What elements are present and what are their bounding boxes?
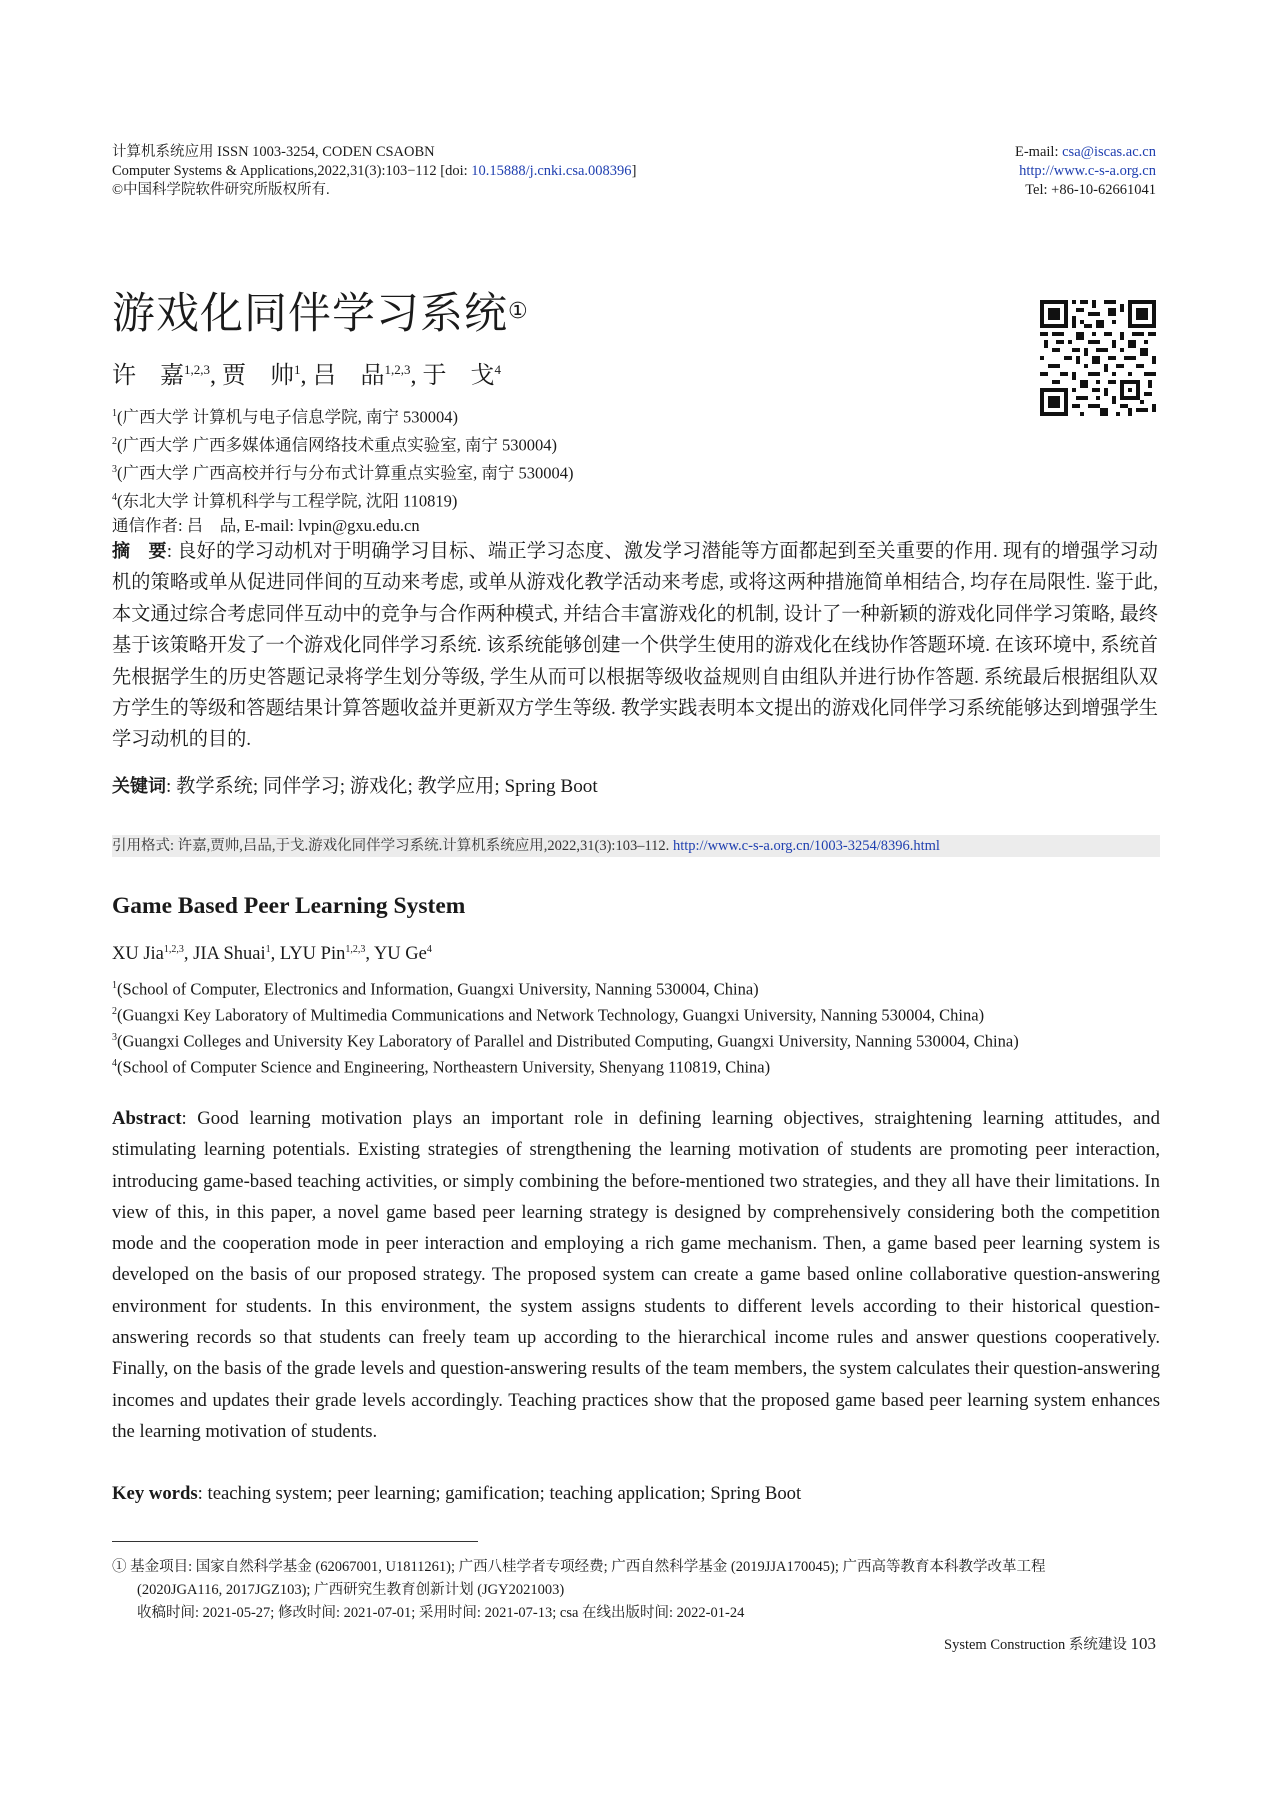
journal-url-link[interactable]: http://www.c-s-a.org.cn xyxy=(1019,163,1156,179)
email-line: E-mail: csa@iscas.ac.cn xyxy=(1015,144,1156,160)
footnote-dates: 收稿时间: 2021-05-27; 修改时间: 2021-07-01; 采用时间: 2021-07-13; csa 在线出版时间: 2022-01-24 xyxy=(137,1605,745,1621)
keywords-cn-text: : 教学系统; 同伴学习; 游戏化; 教学应用; Spring Boot xyxy=(166,776,598,797)
footnote-line: (2020JGA116, 2017JGZ103); 广西研究生教育创新计划 (JGY2021003) xyxy=(137,1582,565,1598)
citation-format-bar xyxy=(112,835,1160,857)
author-en: XU Jia$^{1,2,3}$, xyxy=(112,944,194,965)
citation-link[interactable]: http://www.c-s-a.org.cn/1003-3254/8396.html xyxy=(672,838,940,854)
authors-en xyxy=(112,938,432,966)
journal-name-cn: 计算机系统应用 ISSN 1003-3254, CODEN CSAOBN xyxy=(112,144,435,160)
tel-line: Tel: +86-10-62661041 xyxy=(1025,182,1156,198)
section-name: System Construction 系统建设 xyxy=(944,1637,1131,1653)
abstract-en xyxy=(112,1103,1160,1447)
author-cn: 许 嘉$^{1,2,3}$, xyxy=(112,362,222,389)
journal-citation-en: Computer Systems & Applications,2022,31(3):103−112 [doi: 10.15888/j.cnki.csa.008396] xyxy=(112,163,637,179)
qr-code-icon[interactable] xyxy=(1040,300,1156,416)
page-title-en: Game Based Peer Learning System xyxy=(112,893,466,919)
author-en: JIA Shuai$^1$, xyxy=(193,944,280,965)
affiliations-cn xyxy=(112,402,574,539)
keywords-en-label: Key words xyxy=(112,1483,198,1504)
affiliations-en xyxy=(112,975,1162,1079)
footnote-line: ① 基金项目: 国家自然科学基金 (62067001, U1811261); 广西八桂学者专项经费; 广西自然科学基金 (2019JJA170045); 广西高等教育本科教学改革工程 xyxy=(112,1559,1046,1575)
affiliation-cn: $^1$(广西大学 计算机与电子信息学院, 南宁 530004) xyxy=(112,407,458,427)
corresponding-author: 通信作者: 吕 品, E-mail: lvpin@gxu.edu.cn xyxy=(112,516,420,535)
affiliation-cn: $^4$(东北大学 计算机科学与工程学院, 沈阳 110819) xyxy=(112,491,458,511)
affiliation-en: $^3$(Guangxi Colleges and University Key Laboratory of Parallel and Distributed Computing, Guangxi University, Nanning 530004, China) xyxy=(112,1031,1019,1051)
abstract-cn-text: : 良好的学习动机对于明确学习目标、端正学习态度、激发学习潜能等方面都起到至关重要的作用. 现有的增强学习动机的策略或单从促进同伴间的互动来考虑, 或单从游戏化教学活动来考虑, 或将这两种措施简单相结合, 均存在局限性. 鉴于此, 本文通过综合考虑同伴互动中的竞争与合作两种模式, 并结合丰富游戏化的机制, 设计了一种新颖的游戏化同伴学习策略, 最终基于该策略开发了一个游戏化同伴学习系统. 该系统能够创建一个供学生使用的游戏化在线协作答题环境. 在该环境中, 系统首先根据学生的历史答题记录将学生划分等级, 学生从而可以根据等级收益规则自由组队并进行协作答题. 系统最后根据组队双方学生的等级和答题结果计算答题收益并更新双方学生等级. 教学实践表明本文提出的游戏化同伴学习系统能够达到增强学生学习动机的目的. xyxy=(112,541,1158,751)
copyright-notice: ©中国科学院软件研究所版权所有. xyxy=(112,182,330,198)
email-link[interactable]: csa@iscas.ac.cn xyxy=(1062,144,1156,160)
keywords-en-text: : teaching system; peer learning; gamification; teaching application; Spring Boot xyxy=(197,1483,802,1504)
page-folio xyxy=(944,1634,1156,1655)
keywords-cn-label: 关键词 xyxy=(112,776,166,797)
affiliation-en: $^2$(Guangxi Key Laboratory of Multimedia Communications and Network Technology, Guangxi University, Nanning 530004, China) xyxy=(112,1005,985,1025)
keywords-en xyxy=(112,1481,801,1507)
author-en: YU Ge$^4$ xyxy=(373,944,432,965)
affiliation-en: $^1$(School of Computer, Electronics and Information, Guangxi University, Nanning 530004, China) xyxy=(112,979,759,999)
abstract-en-label: Abstract xyxy=(112,1108,182,1129)
abstract-en-text: : Good learning motivation plays an important role in defining learning objectives, straightening learning attitudes, and stimulating learning potentials. Existing strategies of strengthening the learning motivation of students are promoting peer interaction, introducing game-based teaching activities, or simply combining the before-mentioned two strategies, and they all have their limitations. In view of this, in this paper, a novel game based peer learning strategy is designed by comprehensively considering both the competition mode and the cooperation mode in peer interaction and employing a rich game mechanism. Then, a game based peer learning system is developed on the basis of our proposed strategy. The proposed system can create a game based online collaborative question-answering environment for students. In this environment, the system assigns students to different levels according to their historical question-answering records so that students can freely team up according to the hierarchical income rules and answer questions cooperatively. Finally, on the basis of the grade levels and question-answering results of the team members, the system calculates their question-answering incomes and updates their grade levels accordingly. Teaching practices show that the proposed game based peer learning system enhances the learning motivation of students. xyxy=(112,1108,1160,1442)
journal-header xyxy=(112,143,636,200)
author-cn: 吕 品$^{1,2,3}$, xyxy=(312,362,423,389)
doi-link[interactable]: 10.15888/j.cnki.csa.008396 xyxy=(471,163,632,179)
affiliation-en: $^4$(School of Computer Science and Engineering, Northeastern University, Shenyang 110819, China) xyxy=(112,1057,771,1077)
citation-text: 引用格式: 许嘉,贾帅,吕品,于戈.游戏化同伴学习系统.计算机系统应用,2022,31(3):103–112. xyxy=(112,838,673,854)
abstract-cn-label: 摘 要 xyxy=(112,541,167,562)
page-title-cn: 游戏化同伴学习系统① xyxy=(112,289,529,339)
journal-contact xyxy=(1015,143,1156,200)
author-cn: 贾 帅$^1$, xyxy=(222,362,313,389)
abstract-cn xyxy=(112,536,1158,756)
keywords-cn xyxy=(112,772,598,802)
funding-footnote xyxy=(112,1556,1162,1625)
funding-footnote-marker: ① xyxy=(508,299,529,324)
authors-cn xyxy=(112,355,501,391)
page-number: 103 xyxy=(1130,1634,1156,1653)
author-en: LYU Pin$^{1,2,3}$, xyxy=(279,944,374,965)
footnote-divider xyxy=(112,1541,478,1542)
affiliation-cn: $^3$(广西大学 广西高校并行与分布式计算重点实验室, 南宁 530004) xyxy=(112,463,574,483)
affiliation-cn: $^2$(广西大学 广西多媒体通信网络技术重点实验室, 南宁 530004) xyxy=(112,435,557,455)
author-cn: 于 戈$^4$ xyxy=(422,362,501,389)
